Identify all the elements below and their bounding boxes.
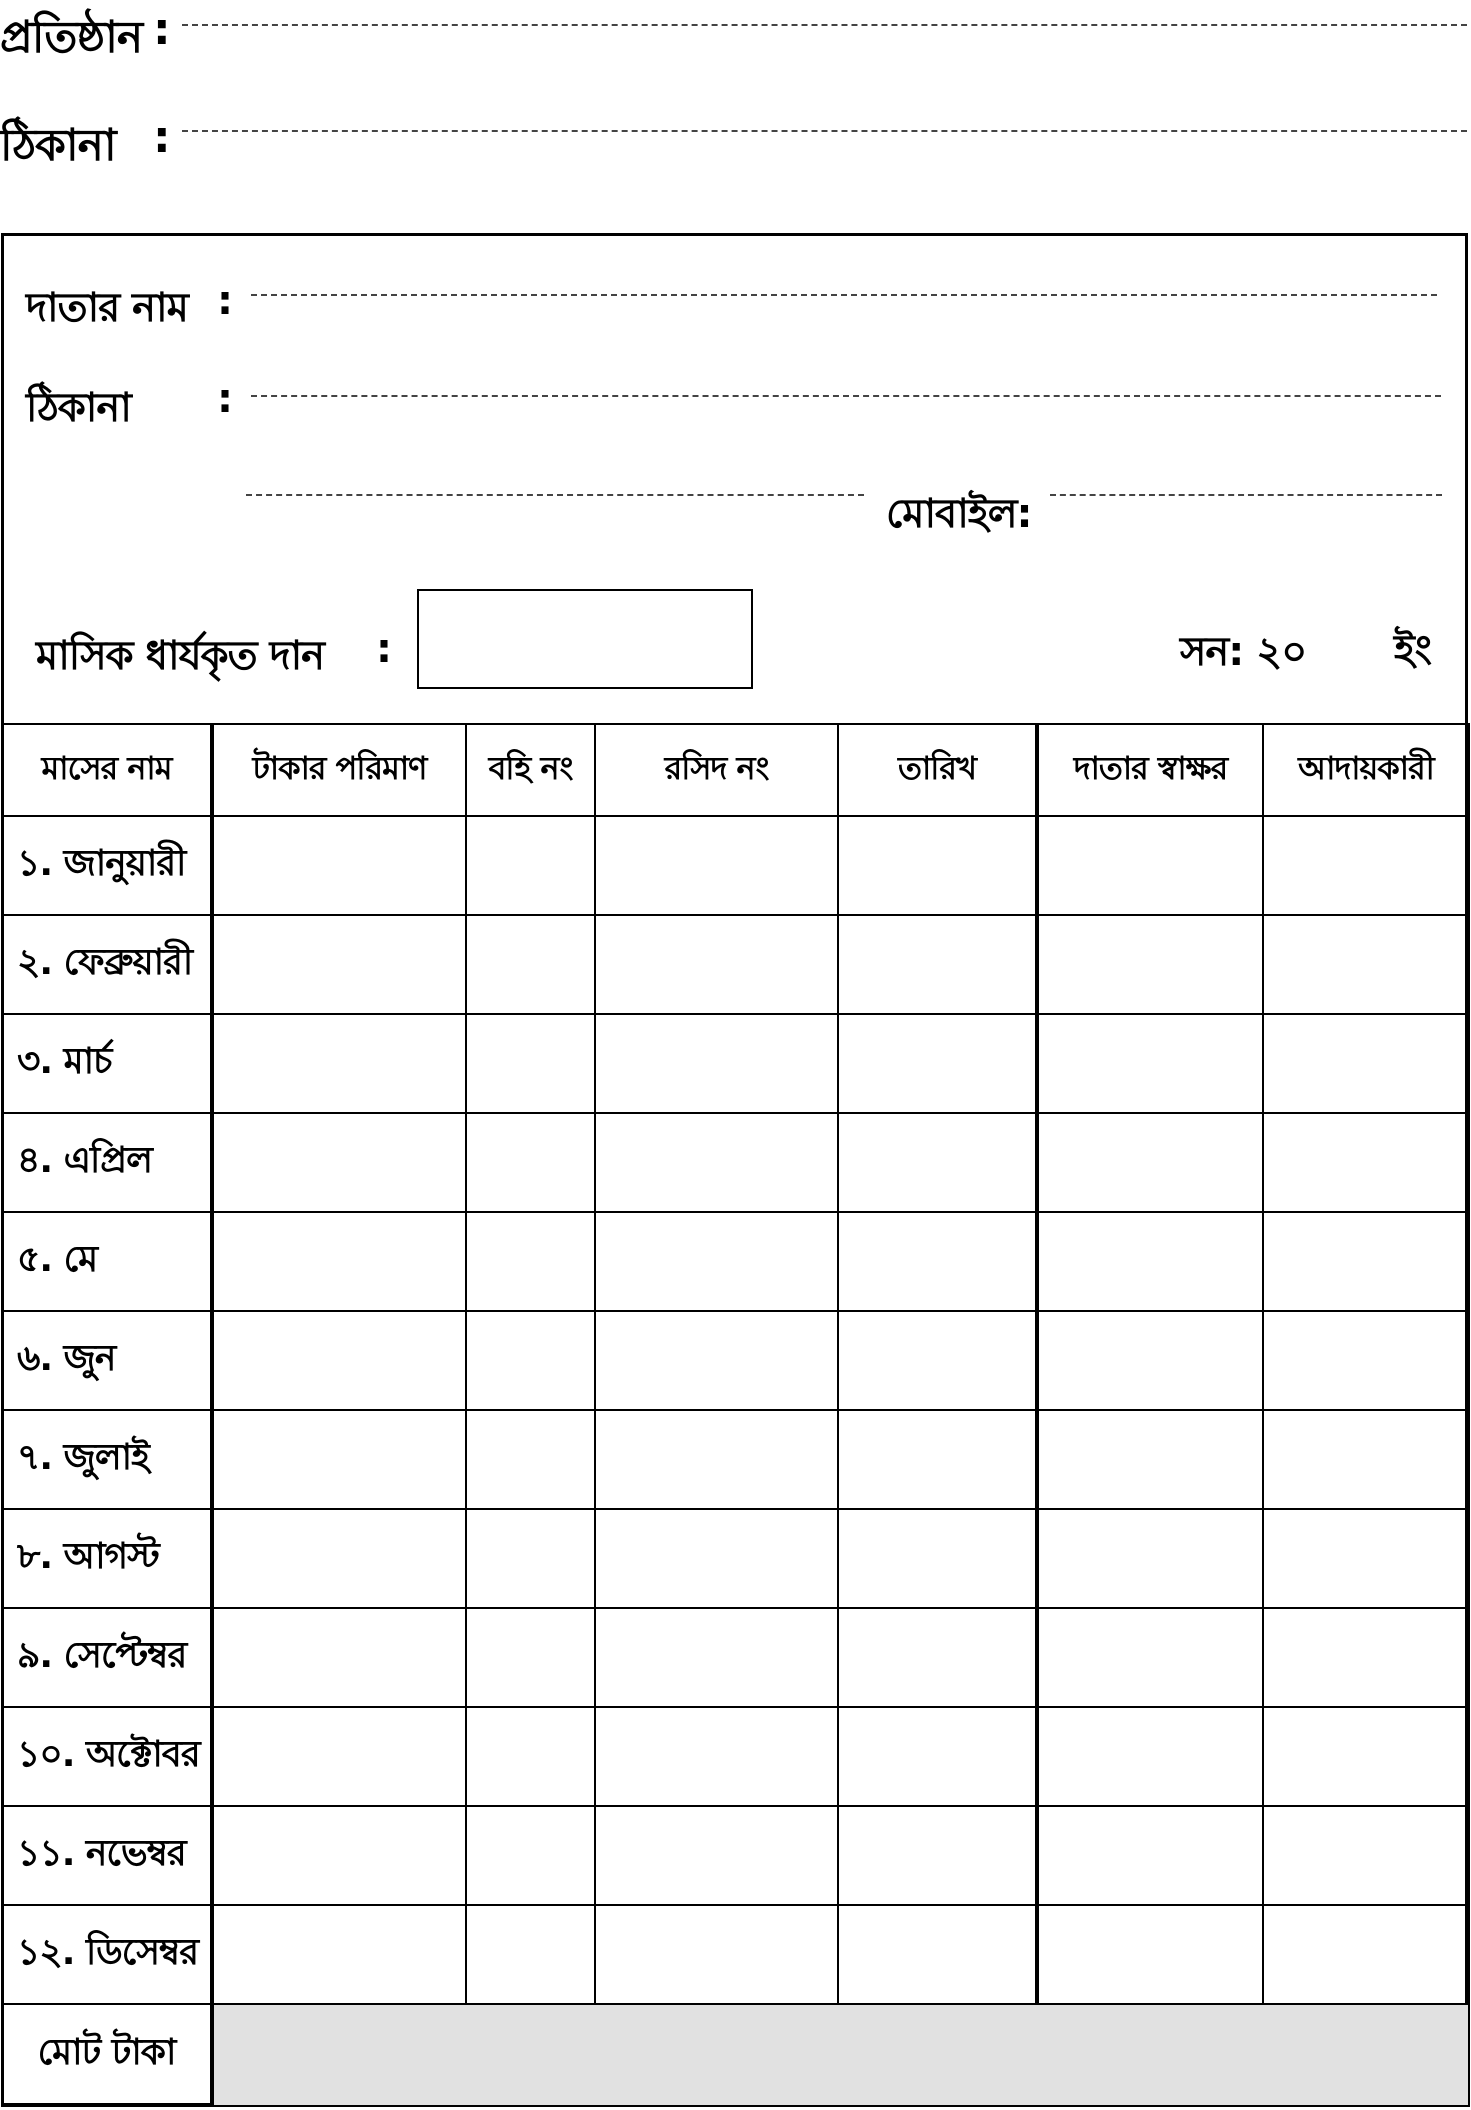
date-cell[interactable] xyxy=(838,1113,1037,1212)
date-cell[interactable] xyxy=(838,1905,1037,2004)
date-cell[interactable] xyxy=(838,1311,1037,1410)
receipt-no-cell[interactable] xyxy=(595,1014,838,1113)
table-row xyxy=(2,1311,1469,1410)
collector-cell[interactable] xyxy=(1263,816,1469,915)
amount-cell[interactable] xyxy=(212,1905,466,2004)
book-no-cell[interactable] xyxy=(466,1410,595,1509)
collector-cell[interactable] xyxy=(1263,1311,1469,1410)
amount-cell[interactable] xyxy=(212,1509,466,1608)
donor-card xyxy=(1,233,1468,2106)
donor-address-colon: : xyxy=(217,376,233,422)
table-body xyxy=(2,816,1469,2106)
donor-form xyxy=(4,236,1465,723)
table-row xyxy=(2,1113,1469,1212)
receipt-no-cell[interactable] xyxy=(595,915,838,1014)
column-header-book-no: বহি নং xyxy=(466,724,595,816)
date-cell[interactable] xyxy=(838,816,1037,915)
header-address-label: ঠিকানা xyxy=(0,120,116,171)
book-no-cell[interactable] xyxy=(466,1113,595,1212)
month-cell: ১. জানুয়ারী xyxy=(2,816,212,915)
receipt-no-cell[interactable] xyxy=(595,1311,838,1410)
date-cell[interactable] xyxy=(838,915,1037,1014)
receipt-no-cell[interactable] xyxy=(595,1608,838,1707)
donor-signature-cell[interactable] xyxy=(1037,1707,1263,1806)
donor-signature-cell[interactable] xyxy=(1037,1905,1263,2004)
donor-signature-cell[interactable] xyxy=(1037,915,1263,1014)
donor-address-input-line-2[interactable] xyxy=(246,494,864,496)
monthly-pledge-label: মাসিক ধার্যকৃত দান xyxy=(36,633,325,679)
collector-cell[interactable] xyxy=(1263,1014,1469,1113)
collector-cell[interactable] xyxy=(1263,915,1469,1014)
donor-signature-cell[interactable] xyxy=(1037,1410,1263,1509)
header-address-input-line[interactable] xyxy=(182,130,1467,132)
month-cell: ১১. নভেম্বর xyxy=(2,1806,212,1905)
donor-signature-cell[interactable] xyxy=(1037,1311,1263,1410)
donor-signature-cell[interactable] xyxy=(1037,816,1263,915)
month-cell: ১২. ডিসেম্বর xyxy=(2,1905,212,2004)
monthly-pledge-colon: : xyxy=(376,626,392,672)
institution-label: প্রতিষ্ঠান xyxy=(0,12,143,63)
table-header-row xyxy=(2,724,1469,816)
table-row xyxy=(2,1014,1469,1113)
month-cell: ৪. এপ্রিল xyxy=(2,1113,212,1212)
book-no-cell[interactable] xyxy=(466,1311,595,1410)
collector-cell[interactable] xyxy=(1263,1410,1469,1509)
institution-colon: : xyxy=(153,4,171,55)
amount-cell[interactable] xyxy=(212,1212,466,1311)
column-header-receipt-no: রসিদ নং xyxy=(595,724,838,816)
month-cell: ৮. আগস্ট xyxy=(2,1509,212,1608)
donor-signature-cell[interactable] xyxy=(1037,1014,1263,1113)
table-row xyxy=(2,1410,1469,1509)
receipt-no-cell[interactable] xyxy=(595,1410,838,1509)
receipt-no-cell[interactable] xyxy=(595,1905,838,2004)
column-header-month: মাসের নাম xyxy=(2,724,212,816)
total-row xyxy=(2,2004,1469,2106)
amount-cell[interactable] xyxy=(212,1707,466,1806)
table-row xyxy=(2,915,1469,1014)
collector-cell[interactable] xyxy=(1263,1905,1469,2004)
donor-name-label: দাতার নাম xyxy=(26,285,188,331)
book-no-cell[interactable] xyxy=(466,1608,595,1707)
book-no-cell[interactable] xyxy=(466,915,595,1014)
receipt-no-cell[interactable] xyxy=(595,1509,838,1608)
mobile-input-line[interactable] xyxy=(1050,494,1442,496)
date-cell[interactable] xyxy=(838,1806,1037,1905)
book-no-cell[interactable] xyxy=(466,816,595,915)
year-label: সন: ২০ xyxy=(1180,629,1307,675)
collector-cell[interactable] xyxy=(1263,1806,1469,1905)
book-no-cell[interactable] xyxy=(466,1806,595,1905)
collector-cell[interactable] xyxy=(1263,1509,1469,1608)
donor-address-label: ঠিকানা xyxy=(26,385,131,431)
donor-signature-cell[interactable] xyxy=(1037,1113,1263,1212)
total-label: মোট টাকা xyxy=(2,2004,212,2106)
month-cell: ৭. জুলাই xyxy=(2,1410,212,1509)
table-row xyxy=(2,1509,1469,1608)
month-cell: ২. ফেব্রুয়ারী xyxy=(2,915,212,1014)
amount-cell[interactable] xyxy=(212,1410,466,1509)
column-header-collector: আদায়কারী xyxy=(1263,724,1469,816)
donor-name-colon: : xyxy=(217,278,233,324)
receipt-no-cell[interactable] xyxy=(595,816,838,915)
receipt-no-cell[interactable] xyxy=(595,1806,838,1905)
column-header-date: তারিখ xyxy=(838,724,1037,816)
year-suffix: ইং xyxy=(1394,627,1432,673)
receipt-no-cell[interactable] xyxy=(595,1212,838,1311)
date-cell[interactable] xyxy=(838,1212,1037,1311)
table-row xyxy=(2,1905,1469,2004)
month-cell: ৫. মে xyxy=(2,1212,212,1311)
receipt-no-cell[interactable] xyxy=(595,1707,838,1806)
book-no-cell[interactable] xyxy=(466,1707,595,1806)
table-row xyxy=(2,1608,1469,1707)
collector-cell[interactable] xyxy=(1263,1212,1469,1311)
receipt-no-cell[interactable] xyxy=(595,1113,838,1212)
amount-cell[interactable] xyxy=(212,1311,466,1410)
book-no-cell[interactable] xyxy=(466,1212,595,1311)
donor-signature-cell[interactable] xyxy=(1037,1806,1263,1905)
donor-signature-cell[interactable] xyxy=(1037,1608,1263,1707)
column-header-amount: টাকার পরিমাণ xyxy=(212,724,466,816)
book-no-cell[interactable] xyxy=(466,1509,595,1608)
table-row xyxy=(2,1707,1469,1806)
header-address-colon: : xyxy=(153,112,171,163)
book-no-cell[interactable] xyxy=(466,1905,595,2004)
table-row xyxy=(2,1212,1469,1311)
donor-name-input-line[interactable] xyxy=(251,294,1437,296)
table-row xyxy=(2,1806,1469,1905)
total-amount-cell[interactable] xyxy=(212,2004,1469,2106)
donor-address-input-line-1[interactable] xyxy=(251,395,1441,397)
date-cell[interactable] xyxy=(838,1509,1037,1608)
table-row xyxy=(2,816,1469,915)
book-no-cell[interactable] xyxy=(466,1014,595,1113)
collector-cell[interactable] xyxy=(1263,1707,1469,1806)
amount-cell[interactable] xyxy=(212,915,466,1014)
institution-input-line[interactable] xyxy=(182,24,1467,26)
collector-cell[interactable] xyxy=(1263,1608,1469,1707)
amount-cell[interactable] xyxy=(212,1608,466,1707)
month-cell: ১০. অক্টোবর xyxy=(2,1707,212,1806)
column-header-donor-signature: দাতার স্বাক্ষর xyxy=(1037,724,1263,816)
collector-cell[interactable] xyxy=(1263,1113,1469,1212)
amount-cell[interactable] xyxy=(212,1014,466,1113)
donor-signature-cell[interactable] xyxy=(1037,1212,1263,1311)
date-cell[interactable] xyxy=(838,1608,1037,1707)
monthly-pledge-box[interactable] xyxy=(417,589,753,689)
date-cell[interactable] xyxy=(838,1410,1037,1509)
amount-cell[interactable] xyxy=(212,1113,466,1212)
collection-table xyxy=(1,723,1470,2107)
month-cell: ৬. জুন xyxy=(2,1311,212,1410)
month-cell: ৯. সেপ্টেম্বর xyxy=(2,1608,212,1707)
mobile-label: মোবাইল: xyxy=(886,491,1032,537)
month-cell: ৩. মার্চ xyxy=(2,1014,212,1113)
amount-cell[interactable] xyxy=(212,816,466,915)
date-cell[interactable] xyxy=(838,1707,1037,1806)
date-cell[interactable] xyxy=(838,1014,1037,1113)
donor-signature-cell[interactable] xyxy=(1037,1509,1263,1608)
amount-cell[interactable] xyxy=(212,1806,466,1905)
